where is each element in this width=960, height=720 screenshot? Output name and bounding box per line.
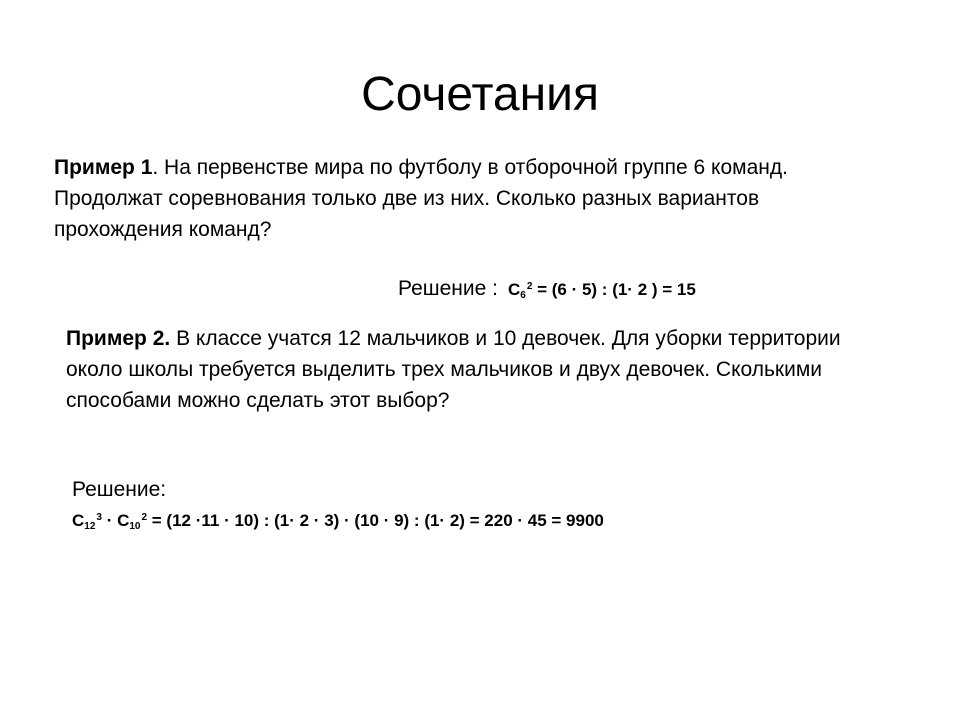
combination-superscript: 2 <box>526 281 533 292</box>
solution-2-label: Решение: <box>72 478 167 501</box>
multiply-dot: · <box>101 511 118 530</box>
slide-title: Сочетания <box>361 68 599 121</box>
example-1-paragraph <box>54 152 854 245</box>
combination-superscript-1: 3 <box>96 512 102 523</box>
combination-subscript: 6 <box>520 290 526 301</box>
solution-2-formula <box>72 505 604 536</box>
solution-1-expression: = (6 · 5) : (1· 2 ) = 15 <box>532 280 696 299</box>
solution-1 <box>398 273 818 305</box>
solution-1-formula <box>508 280 696 299</box>
combination-symbol-2: C <box>117 511 130 530</box>
combination-superscript-2: 2 <box>141 512 148 523</box>
combination-symbol: C <box>507 280 521 299</box>
combination-subscript-2: 10 <box>129 521 141 532</box>
solution-1-label: Решение : <box>398 277 498 300</box>
combination-subscript-1: 12 <box>84 521 96 532</box>
example-2-paragraph <box>66 323 866 416</box>
example-2-text: В классе учатся 12 мальчиков и 10 девочек. Для уборки территории около школы требуется выделить трех мальчиков и двух девочек. Сколькими способами можно сделать этот выбор? <box>66 327 841 412</box>
solution-2-expression: = (12 ·11 · 10) : (1· 2 · 3) · (10 · 9) : (1· 2) = 220 · 45 = 9900 <box>147 511 604 530</box>
example-1-label: Пример 1 <box>54 156 153 179</box>
combination-symbol-1: C <box>72 511 85 530</box>
example-2-label: Пример 2. <box>66 327 171 350</box>
example-1-text: . На первенстве мира по футболу в отборочной группе 6 команд. Продолжат соревнования только две из них. Сколько разных вариантов прохождения команд? <box>54 156 788 241</box>
